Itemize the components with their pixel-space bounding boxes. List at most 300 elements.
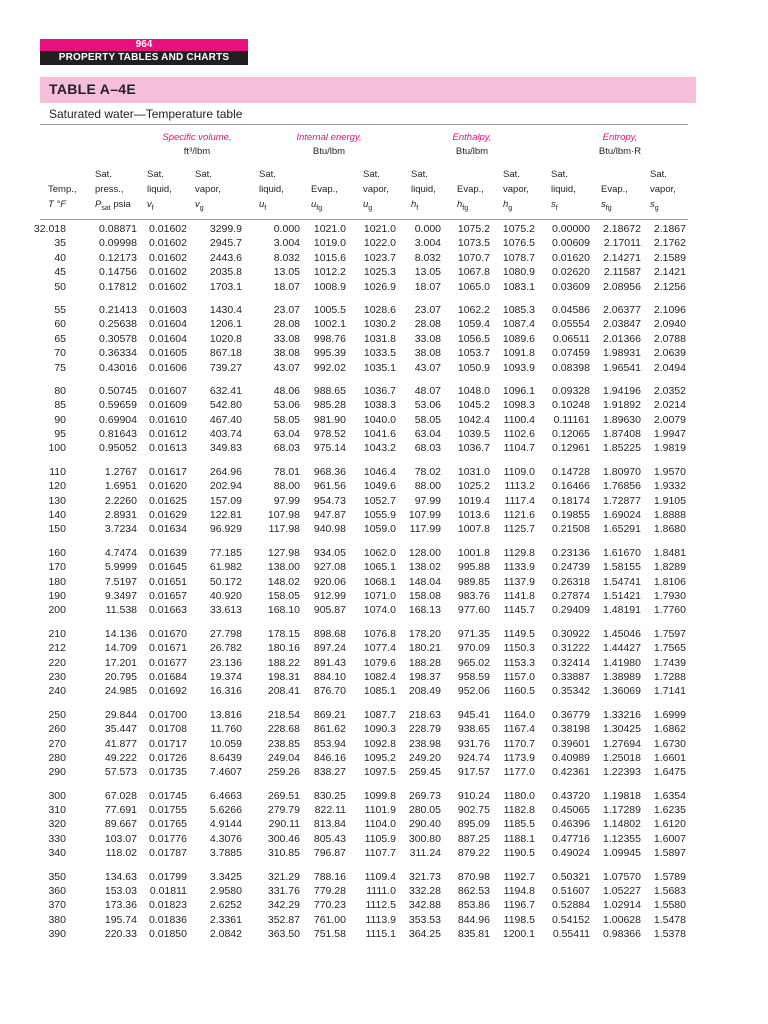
table-cell: 68.03 [273, 442, 300, 455]
table-cell: 0.01610 [149, 413, 187, 426]
table-row [0, 427, 768, 441]
table-cell: 1167.4 [503, 723, 535, 736]
table-cell: 0.01604 [149, 332, 187, 345]
table-cell: 2.1589 [653, 251, 686, 264]
table-cell: 230 [48, 670, 66, 683]
table-cell: 1.54741 [603, 575, 641, 588]
table-cell: 138.00 [267, 561, 300, 574]
table-cell: 0.01836 [149, 913, 187, 926]
table-cell: 846.16 [313, 751, 346, 764]
table-cell: 0.43016 [99, 361, 137, 374]
table-cell: 0.05554 [552, 318, 590, 331]
table-cell: 13.05 [414, 266, 441, 279]
table-cell: 1020.8 [209, 332, 242, 345]
table-cell: 0.01717 [149, 737, 187, 750]
column-header-line1 [457, 167, 484, 182]
table-cell: 0.01776 [149, 832, 187, 845]
table-cell: 45 [54, 266, 66, 279]
table-cell: 1062.2 [457, 303, 490, 316]
table-cell: 2.0639 [653, 347, 686, 360]
table-cell: 0.000 [414, 223, 441, 235]
table-cell: 965.02 [457, 656, 490, 669]
table-cell: 1.7439 [653, 656, 686, 669]
table-cell: 0.04586 [552, 303, 590, 316]
table-cell: 310 [48, 804, 66, 817]
table-cell: 898.68 [313, 627, 346, 640]
table-cell: 3.7885 [209, 847, 242, 860]
table-cell: 390 [48, 928, 66, 941]
table-cell: 63.04 [273, 428, 300, 441]
table-cell: 1025.2 [457, 480, 490, 493]
table-row [0, 884, 768, 898]
table-cell: 0.01602 [149, 223, 187, 235]
table-cell: 260 [48, 723, 66, 736]
table-cell: 180 [48, 575, 66, 588]
table-cell: 138.02 [408, 561, 441, 574]
table-cell: 1150.3 [503, 642, 535, 655]
table-cell: 89.667 [104, 818, 137, 831]
column-header-line2: Evap., [311, 184, 338, 195]
table-cell: 917.57 [457, 766, 490, 779]
table-cell: 1005.5 [313, 303, 346, 316]
table-row [0, 846, 768, 860]
table-cell: 945.41 [457, 708, 490, 721]
table-cell: 300.46 [267, 832, 300, 845]
table-cell: 1.09945 [603, 847, 641, 860]
table-cell: 542.80 [209, 399, 242, 412]
table-cell: 1023.7 [363, 251, 396, 264]
table-cell: 1022.0 [363, 237, 396, 250]
table-cell: 2.01366 [603, 332, 641, 345]
table-cell: 2.18672 [603, 223, 641, 235]
table-cell: 2.0788 [653, 332, 686, 345]
table-row [0, 413, 768, 427]
table-cell: 1.44427 [603, 642, 641, 655]
table-cell: 97.99 [414, 494, 441, 507]
table-cell: 1185.5 [503, 818, 535, 831]
table-row [0, 589, 768, 603]
table-cell: 5.6266 [209, 804, 242, 817]
table-cell: 632.41 [209, 384, 242, 397]
table-cell: 0.47716 [552, 832, 590, 845]
table-row [0, 913, 768, 927]
table-cell: 32.018 [33, 223, 66, 235]
table-cell: 1.38989 [603, 670, 641, 683]
table-cell: 1.17289 [603, 804, 641, 817]
table-cell: 0.81643 [99, 428, 137, 441]
table-row [0, 265, 768, 279]
column-header [503, 167, 529, 216]
table-cell: 2.0494 [653, 361, 686, 374]
table-cell: 70 [54, 347, 66, 360]
table-cell: 1.98931 [603, 347, 641, 360]
table-row [0, 803, 768, 817]
table-cell: 1013.6 [457, 509, 490, 522]
table-row [0, 898, 768, 912]
table-cell: 1177.0 [503, 766, 535, 779]
table-cell: 0.01613 [149, 442, 187, 455]
table-row [0, 870, 768, 884]
table-cell: 158.05 [267, 589, 300, 602]
table-cell: 1.33216 [603, 708, 641, 721]
table-cell: 1008.9 [313, 280, 346, 293]
table-row [0, 494, 768, 508]
column-header-line2: liquid, [259, 184, 284, 195]
table-cell: 332.28 [408, 885, 441, 898]
table-cell: 1.48191 [603, 604, 641, 617]
table-row [0, 603, 768, 617]
table-cell: 0.46396 [552, 818, 590, 831]
table-cell: 2.0940 [653, 318, 686, 331]
table-cell: 995.39 [313, 347, 346, 360]
table-cell: 311.24 [409, 847, 441, 860]
table-cell: 43.07 [414, 361, 441, 374]
column-header-line1: Sat. [259, 169, 276, 180]
table-cell: 23.07 [273, 303, 300, 316]
table-cell: 290.11 [268, 818, 300, 831]
table-cell: 43.07 [273, 361, 300, 374]
table-cell: 7.5197 [104, 575, 137, 588]
table-cell: 1089.6 [502, 332, 535, 345]
table-cell: 1015.6 [313, 251, 346, 264]
table-row [0, 765, 768, 779]
table-cell: 2.1421 [653, 266, 686, 279]
table-cell: 1.6120 [653, 818, 686, 831]
table-cell: 0.00609 [552, 237, 590, 250]
table-cell: 0.01634 [149, 523, 187, 536]
table-cell: 0.39601 [552, 737, 590, 750]
table-cell: 805.43 [313, 832, 346, 845]
table-cell: 968.36 [313, 465, 346, 478]
table-cell: 60 [54, 318, 66, 331]
table-cell: 0.36779 [552, 708, 590, 721]
column-header-symbol: T °F [48, 199, 67, 210]
table-cell: 208.49 [408, 685, 441, 698]
table-cell: 100 [48, 442, 66, 455]
table-cell: 1045.2 [457, 399, 490, 412]
table-cell: 0.31222 [552, 642, 590, 655]
table-cell: 364.25 [408, 928, 441, 941]
table-cell: 0.11161 [553, 413, 590, 426]
table-cell: 0.01787 [149, 847, 187, 860]
table-cell: 0.01708 [149, 723, 187, 736]
table-cell: 983.76 [457, 589, 490, 602]
table-row [0, 751, 768, 765]
table-cell: 202.94 [209, 480, 242, 493]
table-cell: 1.80970 [603, 465, 641, 478]
table-cell: 0.33887 [552, 670, 590, 683]
table-cell: 3299.9 [209, 223, 242, 235]
table-cell: 0.01603 [149, 303, 187, 316]
table-cell: 1031.8 [363, 332, 396, 345]
table-cell: 120 [48, 480, 66, 493]
table-cell: 1.6007 [653, 832, 686, 845]
table-cell: 0.51607 [552, 885, 590, 898]
table-cell: 18.07 [414, 280, 441, 293]
table-cell: 0.10248 [552, 399, 590, 412]
table-cell: 33.08 [414, 332, 441, 345]
table-cell: 2.6252 [209, 899, 242, 912]
group-name: Entropy, [602, 132, 638, 143]
table-cell: 3.7234 [104, 523, 137, 536]
table-cell: 4.7474 [104, 546, 137, 559]
table-cell: 0.35342 [552, 685, 590, 698]
group-name: Enthalpy, [452, 132, 492, 143]
table-cell: 320 [48, 818, 66, 831]
table-cell: 1182.8 [503, 804, 535, 817]
column-header-line2: vapor, [195, 184, 221, 195]
table-cell: 0.09328 [552, 384, 590, 397]
table-cell: 14.709 [104, 642, 137, 655]
table-cell: 2.11587 [603, 266, 641, 279]
table-cell: 1129.8 [503, 546, 535, 559]
table-cell: 24.985 [104, 685, 137, 698]
table-cell: 1.45046 [603, 627, 641, 640]
table-cell: 1.07570 [603, 870, 641, 883]
table-cell: 340 [48, 847, 66, 860]
table-cell: 370 [48, 899, 66, 912]
table-cell: 122.81 [209, 509, 242, 522]
table-cell: 0.14728 [552, 465, 590, 478]
table-cell: 1164.0 [503, 708, 535, 721]
table-cell: 2945.7 [209, 237, 242, 250]
table-cell: 33.08 [273, 332, 300, 345]
table-cell: 0.01692 [149, 685, 187, 698]
table-cell: 259.26 [267, 766, 300, 779]
table-cell: 1.9947 [653, 428, 686, 441]
table-cell: 0.01639 [149, 546, 187, 559]
column-header-symbol: $u_g$ [363, 199, 373, 212]
table-cell: 1.58155 [603, 561, 641, 574]
table-cell: 57.573 [104, 766, 137, 779]
table-cell: 1076.5 [502, 237, 535, 250]
table-cell: 2.0352 [653, 384, 686, 397]
table-cell: 992.02 [313, 361, 346, 374]
table-cell: 178.15 [267, 627, 300, 640]
table-cell: 1001.8 [457, 546, 490, 559]
table-cell: 1170.7 [503, 737, 535, 750]
table-cell: 1188.1 [503, 832, 535, 845]
table-cell: 467.40 [209, 413, 242, 426]
table-cell: 180.16 [267, 642, 300, 655]
table-cell: 891.43 [313, 656, 346, 669]
table-cell: 1091.8 [502, 347, 535, 360]
table-cell: 2.14271 [603, 251, 641, 264]
table-cell: 173.36 [104, 899, 137, 912]
table-cell: 178.20 [408, 627, 441, 640]
table-cell: 887.25 [457, 832, 490, 845]
table-cell: 0.01850 [149, 928, 187, 941]
table-cell: 58.05 [273, 413, 300, 426]
table-cell: 838.27 [313, 766, 346, 779]
table-cell: 58.05 [414, 413, 441, 426]
table-cell: 41.877 [104, 737, 137, 750]
table-cell: 0.00000 [552, 223, 590, 235]
table-cell: 0.08398 [552, 361, 590, 374]
table-cell: 0.19855 [552, 509, 590, 522]
column-header-symbol: $s_{fg}$ [601, 199, 612, 212]
table-cell: 1059.4 [457, 318, 490, 331]
table-cell: 148.04 [408, 575, 441, 588]
table-cell: 1082.4 [363, 670, 396, 683]
table-cell: 0.03609 [552, 280, 590, 293]
row-group [0, 627, 768, 699]
table-row [0, 627, 768, 641]
table-cell: 50.172 [209, 575, 242, 588]
table-cell: 0.09998 [99, 237, 137, 250]
table-cell: 952.06 [457, 685, 490, 698]
table-cell: 1100.4 [503, 413, 535, 426]
table-cell: 0.54152 [552, 913, 590, 926]
table-cell: 1002.1 [313, 318, 346, 331]
header-rule [40, 219, 688, 220]
table-cell: 218.63 [408, 708, 441, 721]
table-cell: 127.98 [267, 546, 300, 559]
table-cell: 1137.9 [503, 575, 535, 588]
column-header-symbol: $s_g$ [650, 199, 659, 212]
column-header-line1: Sat. [551, 169, 568, 180]
table-cell: 912.99 [313, 589, 346, 602]
table-cell: 1198.5 [503, 913, 535, 926]
row-group [0, 708, 768, 780]
column-header-line1: Sat. [363, 169, 380, 180]
table-cell: 2.1867 [653, 223, 686, 235]
table-cell: 96.929 [209, 523, 242, 536]
table-cell: 0.01651 [149, 575, 187, 588]
table-cell: 1.5580 [653, 899, 686, 912]
table-cell: 1074.0 [363, 604, 396, 617]
table-cell: 1.7930 [653, 589, 686, 602]
column-header [95, 167, 131, 216]
table-cell: 1028.6 [363, 303, 396, 316]
table-cell: 0.01684 [149, 670, 187, 683]
table-cell: 1.8680 [653, 523, 686, 536]
table-cell: 63.04 [414, 428, 441, 441]
table-cell: 1.5789 [653, 870, 686, 883]
table-cell: 77.185 [209, 546, 242, 559]
table-cell: 75 [54, 361, 66, 374]
table-cell: 35 [54, 237, 66, 250]
table-row [0, 479, 768, 493]
table-row [0, 332, 768, 346]
table-row [0, 832, 768, 846]
table-cell: 1039.5 [457, 428, 490, 441]
table-cell: 117.98 [268, 523, 300, 536]
table-cell: 0.59659 [99, 399, 137, 412]
table-cell: 1.9332 [653, 480, 686, 493]
table-cell: 1.05227 [603, 885, 641, 898]
table-row [0, 465, 768, 479]
column-header-symbol: $u_{fg}$ [311, 199, 323, 212]
table-cell: 16.316 [209, 685, 242, 698]
table-cell: 1.87408 [603, 428, 641, 441]
table-cell: 0.12065 [552, 428, 590, 441]
table-cell: 822.11 [314, 804, 346, 817]
table-cell: 1.94196 [603, 384, 641, 397]
table-cell: 905.87 [313, 604, 346, 617]
table-cell: 1115.1 [365, 928, 396, 941]
column-header-line2: Temp., [48, 184, 77, 195]
table-cell: 1196.7 [503, 899, 535, 912]
table-cell: 0.01765 [149, 818, 187, 831]
table-cell: 971.35 [457, 627, 490, 640]
table-cell: 1180.0 [503, 789, 535, 802]
table-cell: 33.613 [209, 604, 242, 617]
table-cell: 188.28 [408, 656, 441, 669]
table-cell: 2.17011 [603, 237, 641, 250]
table-cell: 363.50 [267, 928, 300, 941]
table-cell: 228.68 [267, 723, 300, 736]
row-group [0, 789, 768, 861]
table-cell: 0.01811 [149, 885, 187, 898]
table-cell: 353.53 [408, 913, 441, 926]
table-cell: 1093.9 [502, 361, 535, 374]
table-cell: 0.08871 [99, 223, 137, 235]
table-cell: 867.18 [209, 347, 242, 360]
table-cell: 1102.6 [503, 428, 535, 441]
table-cell: 796.87 [313, 847, 346, 860]
column-header-symbol: $h_g$ [503, 199, 513, 212]
table-row [0, 817, 768, 831]
table-row [0, 303, 768, 317]
table-cell: 1112.5 [365, 899, 396, 912]
table-row [0, 737, 768, 751]
column-header [311, 167, 338, 216]
table-cell: 0.17812 [99, 280, 137, 293]
column-header [551, 167, 576, 216]
table-cell: 0.01612 [149, 428, 187, 441]
table-cell: 1.65291 [603, 523, 641, 536]
table-cell: 830.25 [313, 789, 346, 802]
table-cell: 9.3497 [104, 589, 137, 602]
table-cell: 977.60 [457, 604, 490, 617]
table-cell: 989.85 [457, 575, 490, 588]
table-cell: 1019.4 [457, 494, 490, 507]
table-cell: 1111.0 [366, 885, 396, 898]
table-cell: 220 [48, 656, 66, 669]
table-cell: 180.21 [408, 642, 441, 655]
table-row [0, 346, 768, 360]
table-cell: 1052.7 [363, 494, 396, 507]
table-cell: 17.201 [104, 656, 137, 669]
row-group [0, 384, 768, 456]
table-cell: 130 [48, 494, 66, 507]
table-cell: 0.01605 [149, 347, 187, 360]
table-cell: 279.79 [267, 804, 300, 817]
table-cell: 19.374 [209, 670, 242, 683]
column-header-symbol: $h_f$ [411, 199, 419, 212]
table-cell: 6.4663 [209, 789, 242, 802]
table-cell: 998.76 [313, 332, 346, 345]
column-header-line2: Evap., [457, 184, 484, 195]
table-cell: 3.004 [273, 237, 300, 250]
column-header-line2: press., [95, 184, 124, 195]
table-cell: 3.3425 [209, 870, 242, 883]
table-cell: 0.49024 [552, 847, 590, 860]
table-cell: 90 [54, 413, 66, 426]
table-cell: 1.8289 [653, 561, 686, 574]
table-cell: 1.8106 [653, 575, 686, 588]
table-cell: 2443.6 [209, 251, 242, 264]
table-cell: 1173.9 [503, 751, 535, 764]
table-cell: 835.81 [457, 928, 490, 941]
table-cell: 1087.7 [363, 708, 396, 721]
column-header [363, 167, 389, 216]
table-cell: 80 [54, 384, 66, 397]
table-cell: 1.96541 [603, 361, 641, 374]
table-cell: 88.00 [414, 480, 441, 493]
table-cell: 228.79 [408, 723, 441, 736]
